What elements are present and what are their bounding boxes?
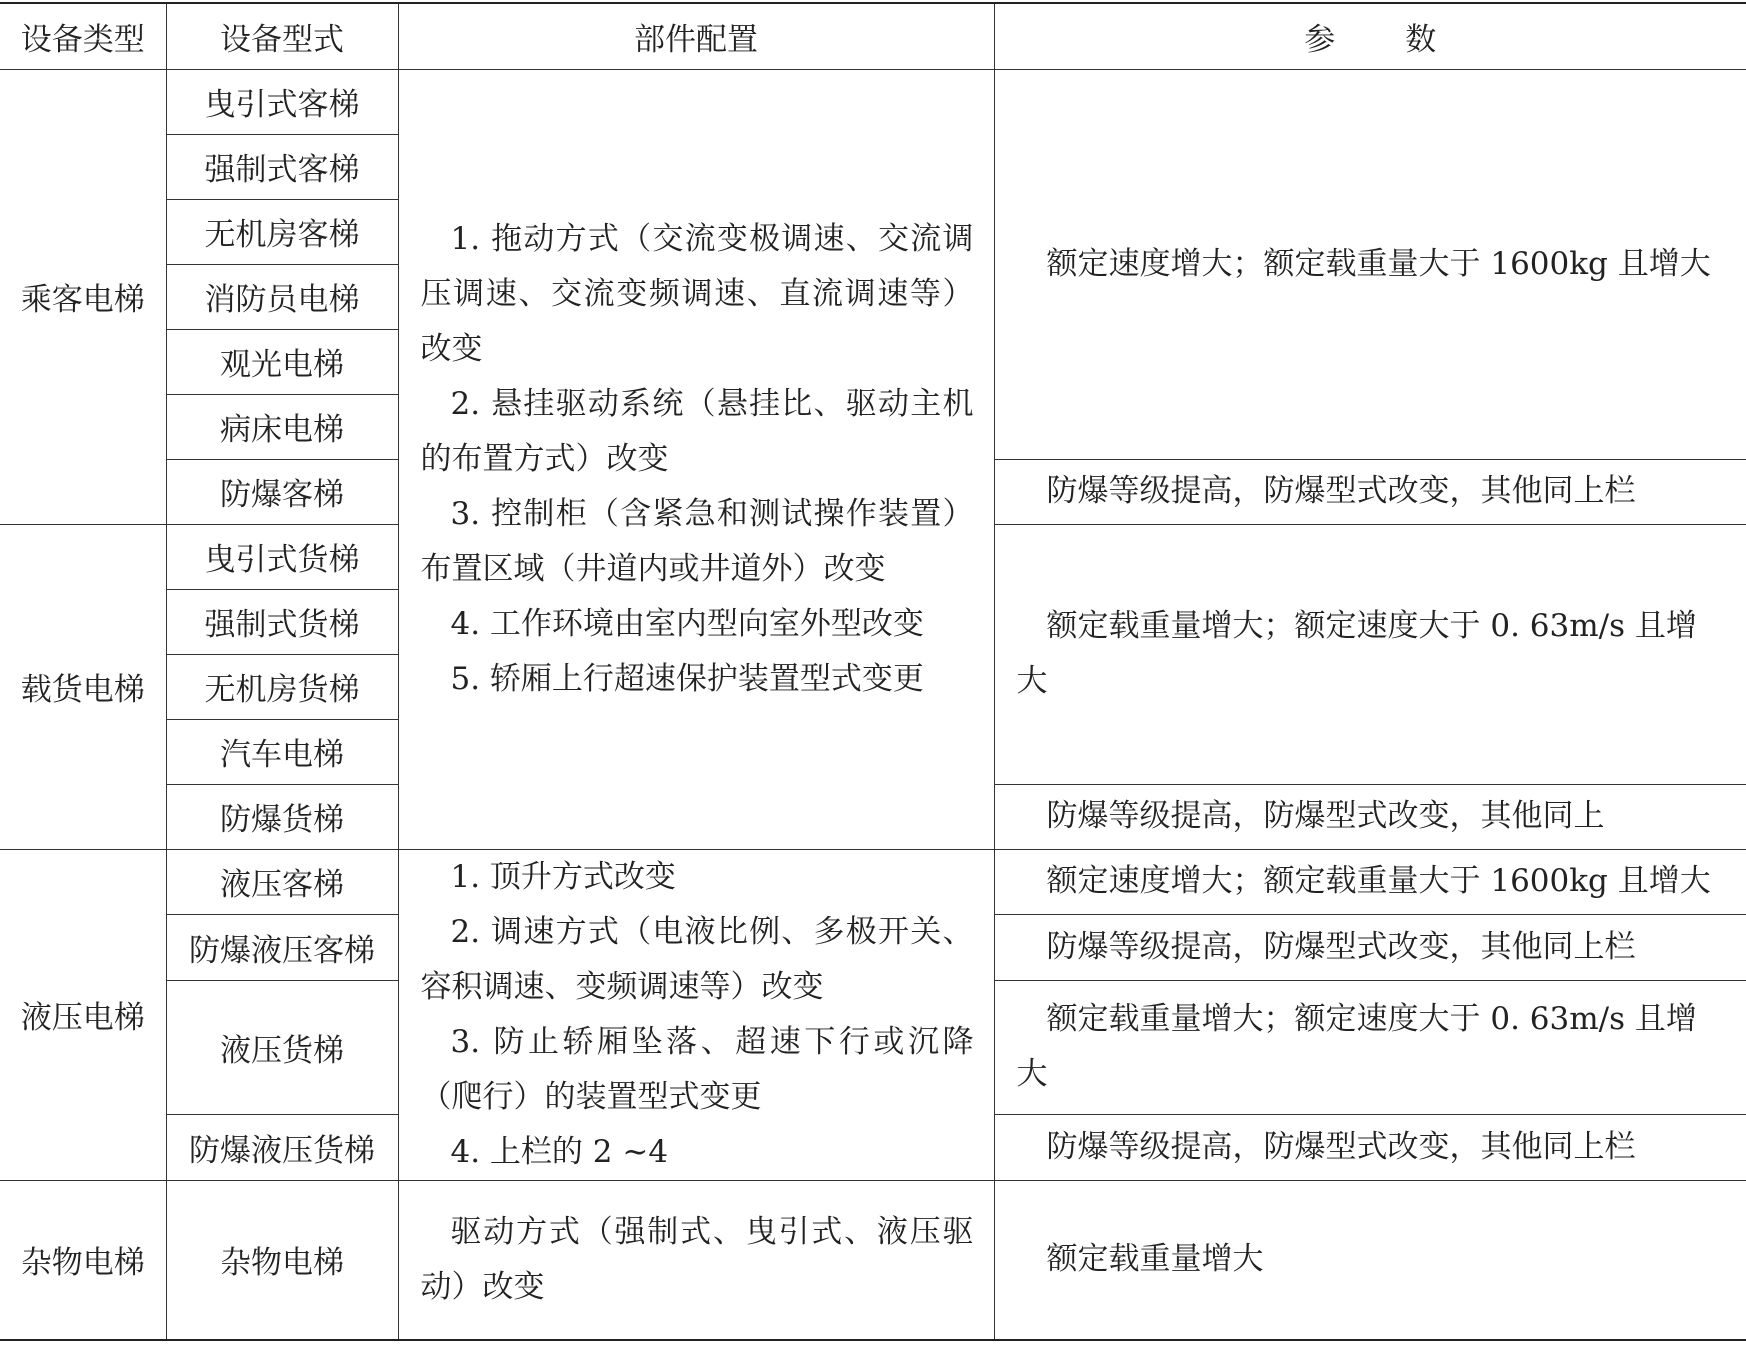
param-cell: 防爆等级提高，防爆型式改变，其他同上栏 <box>994 915 1746 981</box>
config-cell-traction <box>398 69 994 849</box>
param-cell: 额定速度增大；额定载重量大于 1600kg 且增大 <box>994 69 1746 459</box>
param-cell: 防爆等级提高，防爆型式改变，其他同上栏 <box>994 1114 1746 1180</box>
model-cell: 观光电梯 <box>166 329 398 394</box>
config-item: 5. 轿厢上行超速保护装置型式变更 <box>450 660 924 697</box>
config-item: 2. 调速方式（电液比例、多极开关、容积调速、变频调速等）改变 <box>420 913 974 1005</box>
header-component-config: 部件配置 <box>398 3 994 69</box>
config-item: 3. 控制柜（含紧急和测试操作装置）布置区域（井道内或井道外）改变 <box>420 495 974 587</box>
config-item: 4. 上栏的 2 ~4 <box>450 1133 669 1170</box>
table-row <box>0 1180 1746 1340</box>
header-row <box>0 3 1746 69</box>
config-item: 驱动方式（强制式、曳引式、液压驱动）改变 <box>420 1213 974 1305</box>
elevator-modification-table <box>0 2 1746 1341</box>
model-cell: 杂物电梯 <box>166 1180 398 1340</box>
model-cell: 曳引式货梯 <box>166 524 398 589</box>
model-cell: 无机房客梯 <box>166 199 398 264</box>
config-item: 2. 悬挂驱动系统（悬挂比、驱动主机的布置方式）改变 <box>420 385 974 477</box>
model-cell: 强制式客梯 <box>166 134 398 199</box>
category-cell: 载货电梯 <box>0 524 166 849</box>
model-cell: 防爆液压客梯 <box>166 915 398 981</box>
param-cell: 额定速度增大；额定载重量大于 1600kg 且增大 <box>994 849 1746 915</box>
config-cell-hydraulic <box>398 849 994 1180</box>
category-cell: 乘客电梯 <box>0 69 166 524</box>
config-item: 3. 防止轿厢坠落、超速下行或沉降（爬行）的装置型式变更 <box>420 1023 974 1115</box>
param-cell: 额定载重量增大；额定速度大于 0. 63m/s 且增大 <box>994 981 1746 1115</box>
config-item: 1. 顶升方式改变 <box>450 858 676 895</box>
table-row <box>0 69 1746 134</box>
model-cell: 防爆液压货梯 <box>166 1114 398 1180</box>
model-cell: 液压客梯 <box>166 849 398 915</box>
model-cell: 防爆货梯 <box>166 784 398 849</box>
category-cell: 杂物电梯 <box>0 1180 166 1340</box>
header-device-model: 设备型式 <box>166 3 398 69</box>
param-cell: 防爆等级提高，防爆型式改变，其他同上 <box>994 784 1746 849</box>
model-cell: 病床电梯 <box>166 394 398 459</box>
param-cell: 额定载重量增大；额定速度大于 0. 63m/s 且增大 <box>994 524 1746 784</box>
config-item: 4. 工作环境由室内型向室外型改变 <box>450 605 924 642</box>
config-item: 1. 拖动方式（交流变极调速、交流调压调速、交流变频调速、直流调速等）改变 <box>420 220 974 367</box>
model-cell: 强制式货梯 <box>166 589 398 654</box>
category-cell: 液压电梯 <box>0 849 166 1180</box>
param-cell: 防爆等级提高，防爆型式改变，其他同上栏 <box>994 459 1746 524</box>
param-cell: 额定载重量增大 <box>994 1180 1746 1340</box>
model-cell: 曳引式客梯 <box>166 69 398 134</box>
config-cell-dumbwaiter <box>398 1180 994 1340</box>
header-device-category: 设备类型 <box>0 3 166 69</box>
model-cell: 无机房货梯 <box>166 654 398 719</box>
model-cell: 防爆客梯 <box>166 459 398 524</box>
model-cell: 汽车电梯 <box>166 719 398 784</box>
model-cell: 液压货梯 <box>166 981 398 1115</box>
header-parameters: 参 数 <box>994 3 1746 69</box>
model-cell: 消防员电梯 <box>166 264 398 329</box>
table-row <box>0 849 1746 915</box>
